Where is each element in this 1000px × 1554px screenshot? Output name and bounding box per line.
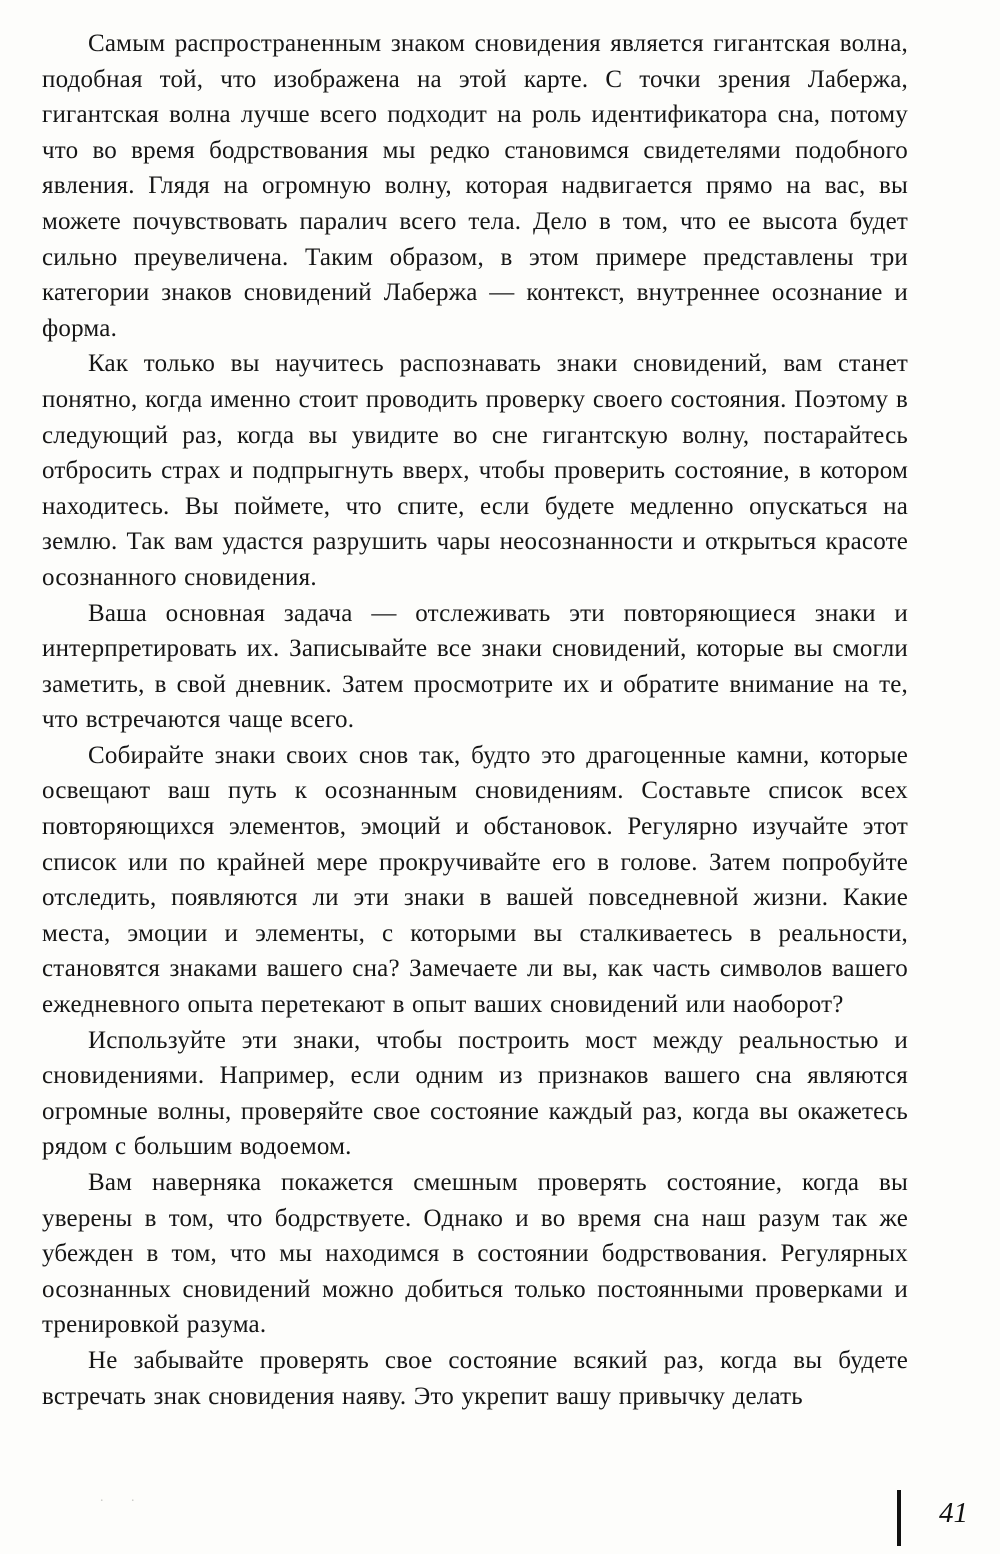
paragraph: Ваша основная задача — отслеживать эти повторяющиеся знаки и интерпретировать их. Записывайте все знаки сновидений, которые вы смогли заметить, в свой дневник. Затем просмотрите их и обратите внимание на те, что встречаются чаще всего. (42, 599, 908, 734)
paragraph: Используйте эти знаки, чтобы построить мост между реальностью и сновидениями. Например, если одним из признаков вашего сна являются огромные волны, проверяйте свое состояние каждый раз, когда вы окажетесь рядом с большим водоемом. (42, 1026, 908, 1161)
page-footer (0, 1488, 1000, 1548)
footer-rule (897, 1490, 901, 1546)
paragraph: Самым распространенным знаком сновидения является гигантская волна, подобная той, что изображена на этой карте. С точки зрения Лабержа, гигантская волна лучше всего подходит на роль идентификатора сна, потому что во время бодрствования мы редко становимся свидетелями подобного явления. Глядя на огромную волну, которая надвигается прямо на вас, вы можете почувствовать паралич всего тела. Дело в том, что ее высота будет сильно преувеличена. Таким образом, в этом примере представлены три категории знаков сновидений Лабержа — контекст, внутреннее осознание и форма. (42, 30, 908, 342)
page-number: 41 (939, 1497, 968, 1529)
paragraph: Собирайте знаки своих снов так, будто это драгоценные камни, которые освещают ваш путь к осознанным сновидениям. Составьте список всех повторяющихся элементов, эмоций и обстановок. Регулярно изучайте этот список или по крайней мере прокручивайте его в голове. Затем попробуйте отследить, появляются ли эти знаки в вашей повседневной жизни. Какие места, эмоции и элементы, с которыми вы сталкиваетесь в реальности, становятся знаками вашего сна? Замечаете ли вы, как часть символов вашего ежедневного опыта перетекают в опыт ваших сновидений или наоборот? (42, 741, 908, 1019)
paragraph: Вам наверняка покажется смешным проверять состояние, когда вы уверены в том, что бодрствуете. Однако и во время сна наш разум так же убежден в том, что мы находимся в состоянии бодрствования. Регулярных осознанных сновидений можно добиться только постоянными проверками и тренировкой разума. (42, 1169, 908, 1339)
text-block (42, 26, 908, 1414)
paragraph: Как только вы научитесь распознавать знаки сновидений, вам станет понятно, когда именно стоит проводить проверку своего состояния. Поэтому в следующий раз, когда вы увидите во сне гигантскую волну, постарайтесь отбросить страх и подпрыгнуть вверх, чтобы проверить состояние, в котором находитесь. Вы поймете, что спите, если будете медленно опускаться на землю. Так вам удастся разрушить чары неосознанности и открыться красоте осознанного сновидения. (42, 350, 908, 591)
scan-artifact: . . (100, 1490, 147, 1505)
paragraph: Не забывайте проверять свое состояние всякий раз, когда вы будете встречать знак сновидения наяву. Это укрепит вашу привычку делать (42, 1346, 908, 1410)
